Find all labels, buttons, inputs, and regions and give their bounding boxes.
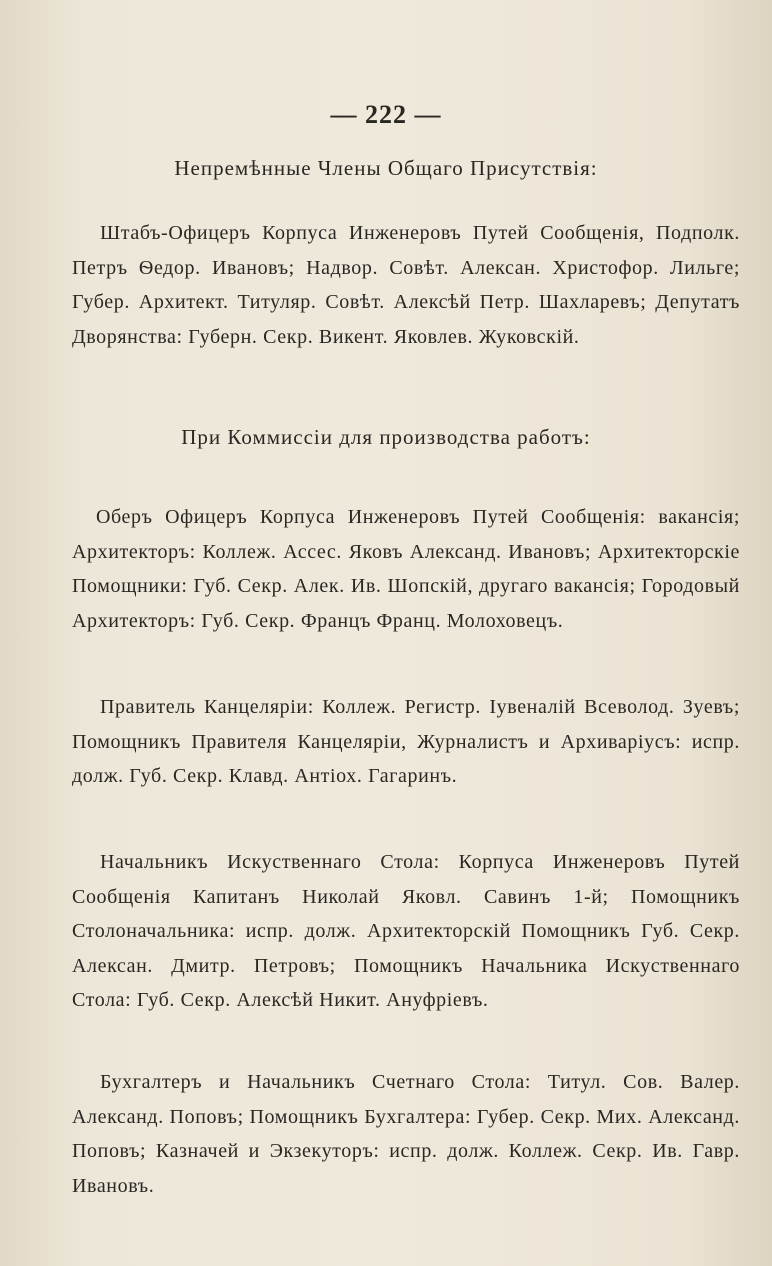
paragraph-chief-officer: Оберъ Офицеръ Корпуса Инженеровъ Путей Сообщенія: вакансія; Архитекторъ: Коллеж. Ассес. Яковъ Александ. Ивановъ; Архитекторскіе Помощники: Губ. Секр. Алек. Ив. Шопскій, другаго вакансія; Городовый Архитекторъ: Губ. Секр. Францъ Франц. Молоховецъ. (72, 506, 740, 632)
paragraph-chancellery: Правитель Канцеляріи: Коллеж. Регистр. Іувеналій Всеволод. Зуевъ; Помощникъ Правителя Канцеляріи, Журналистъ и Архиваріусъ: испр. долж. Губ. Секр. Клавд. Антіох. Гагаринъ. (72, 696, 740, 787)
section-heading-permanent-members: Непремѣнные Члены Общаго Присутствія: (174, 156, 598, 180)
paragraph-accounting: Бухгалтеръ и Начальникъ Счетнаго Стола: Титул. Сов. Валер. Александ. Поповъ; Помощникъ Бухгалтера: Губер. Секр. Мих. Александ. Поповъ; Казначей и Экзекуторъ: испр. долж. Коллеж. Секр. Ив. Гавр. Ивановъ. (72, 1071, 740, 1197)
paragraph-technical-desk: Начальникъ Искуственнаго Стола: Корпуса Инженеровъ Путей Сообщенія Капитанъ Николай Яковл. Савинъ 1-й; Помощникъ Столоначальника: испр. долж. Архитекторскій Помощникъ Губ. Секр. Алексан. Дмитр. Петровъ; Помощникъ Начальника Искуственнаго Стола: Губ. Секр. Алексѣй Никит. Ануфріевъ. (72, 851, 740, 1011)
paragraph-staff-officers: Штабъ-Офицеръ Корпуса Инженеровъ Путей Сообщенія, Подполк. Петръ Ѳедор. Ивановъ; Надвор. Совѣт. Алексан. Христофор. Лильге; Губер. Архитект. Титуляр. Совѣт. Алексѣй Петр. Шахларевъ; Депутатъ Дворянства: Губерн. Секр. Викент. Яковлев. Жуковскій. (72, 222, 740, 348)
section-heading-works-commission: При Коммиссіи для производства работъ: (181, 425, 591, 449)
page-number: — 222 — (330, 100, 442, 129)
